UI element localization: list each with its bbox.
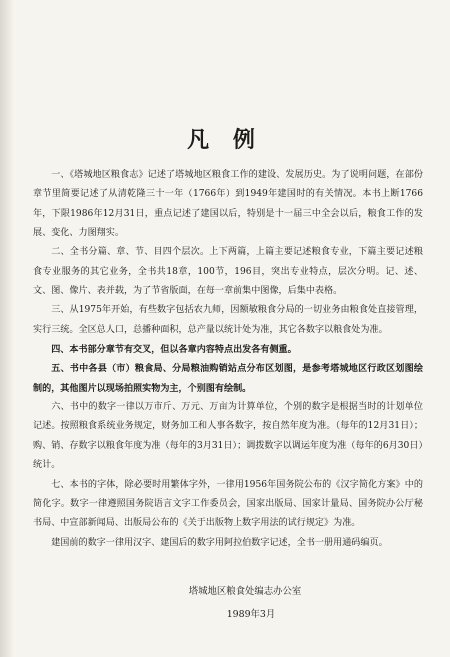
signature-date: 1989年3月	[226, 609, 276, 620]
page-title: 凡 例	[187, 128, 263, 153]
paragraph-1: 一、《塔城地区粮食志》记述了塔城地区粮食工作的建设、发展历史。为了说明问题，在部份章节里简要记述了从清乾隆三十一年（1766年）到1949年建国时的有关情况。本书上断1766年，下限1986年12月31日，重点记述了建国以后，特别是十一届三中全会以后，粮食工作的发展、变化、力图翔实。	[33, 170, 423, 239]
binding-shadow	[0, 0, 14, 657]
paragraph-8: 建国前的数字一律用汉字、建国后的数字用阿拉伯数字记述，全书一册用通码编页。	[51, 537, 388, 548]
signature-organization: 塔城地区粮食处编志办公室	[188, 586, 302, 597]
paragraph-6: 六、书中的数字一律以万市斤、万元、万亩为计算单位，个别的数字是根据当时的计划单位记述。按照粮食系统业务规定，财务加工和人事各数字，按自然年度为准。（每年的12月31日）；购、销、存数字以粮食年度为准（每年的3月31日）；调拨数字以调运年度为准（每年的6月30日）统计。	[33, 402, 423, 471]
document-body	[33, 166, 423, 553]
paragraph-5: 五、书中各县（市）粮食局、分局粮油购销站点分布区划图，是参考塔城地区行政区划图绘制的，其他图片以现场拍照实物为主，个别图有绘制。	[33, 363, 423, 394]
paragraph-7: 七、本书的字体，除必要时用繁体字外，一律用1956年国务院公布的《汉字简化方案》中的简化字。数字一律遵照国务院语言文字工作委员会，国家出版局、国家计量局、国务院办公厅秘书局、中宣部新闻局、出版局公布的《关于出版物上数字用法的试行规定》为准。	[33, 479, 423, 529]
paragraph-3: 三、从1975年开始，有些数字包括农九师，因额敏粮食分局的一切业务由粮食处直接管理，实行三统。全区总人口，总播种面积，总产量以统计处为准，其它各数字以粮食处为准。	[33, 305, 423, 335]
paragraph-4: 四、本书部分章节有交叉，但以各章内容特点出发各有侧重。	[51, 344, 297, 356]
paragraph-2: 二、全书分篇、章、节、目四个层次。上下两篇，上篇主要记述粮食专业，下篇主要记述粮食专业服务的其它业务，全书共18章，100节，196目，突出专业特点，层次分明。记、述、文、图、像片、表并载，为了节省版面，在每一章前集中图像，后集中表格。	[33, 247, 423, 297]
